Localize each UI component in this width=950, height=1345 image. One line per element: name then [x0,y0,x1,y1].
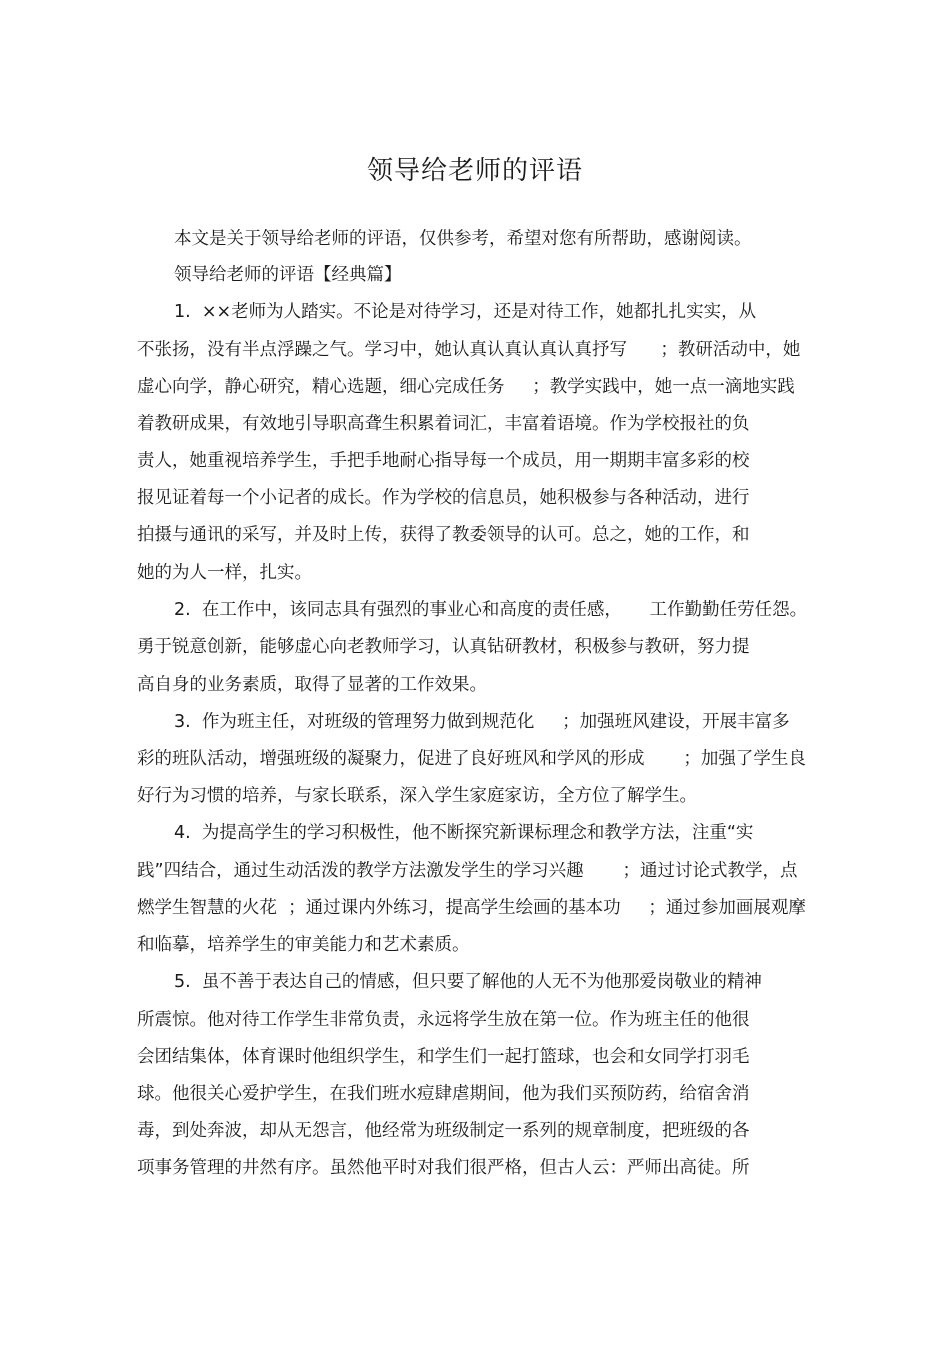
body-line: 3. 作为班主任，对班级的管理努力做到规范化 ；加强班风建设，开展丰富多 [174,712,790,732]
body-line: 高自身的业务素质，取得了显著的工作效果。 [137,675,487,695]
body-line: 虚心向学，静心研究，精心选题，细心完成任务 ；教学实践中，她一点一滴地实践 [137,377,795,397]
body-line: 好行为习惯的培养，与家长联系，深入学生家庭家访，全方位了解学生。 [137,786,697,806]
body-line: 和临摹，培养学生的审美能力和艺术素质。 [137,935,470,955]
intro-text: 本文是关于领导给老师的评语，仅供参考，希望对您有所帮助，感谢阅读。 [174,229,752,249]
body-line: 着教研成果，有效地引导职高聋生积累着词汇，丰富着语境。作为学校报社的负 [137,414,750,434]
document-title: 领导给老师的评语 [366,156,583,186]
body-line: 彩的班队活动，增强班级的凝聚力，促进了良好班风和学风的形成 ；加强了学生良 [137,749,806,769]
body-line: 所震惊。他对待工作学生非常负责，永远将学生放在第一位。作为班主任的他很 [137,1010,750,1030]
body-line: 1. ××老师为人踏实。不论是对待学习，还是对待工作，她都扎扎实实，从 [174,302,757,322]
body-line: 践”四结合，通过生动活泼的教学方法激发学生的学习兴趣 ；通过讨论式教学，点 [137,861,798,881]
body-line: 毒，到处奔波，却从无怨言，他经常为班级制定一系列的规章制度，把班级的各 [137,1121,750,1141]
body-line: 5. 虽不善于表达自己的情感，但只要了解他的人无不为他那爱岗敬业的精神 [174,972,762,992]
body-line: 责人，她重视培养学生，手把手地耐心指导每一个成员，用一期期丰富多彩的校 [137,451,750,471]
body-line: 她的为人一样，扎实。 [137,563,312,583]
body-line: 会团结集体，体育课时他组织学生，和学生们一起打篮球，也会和女同学打羽毛 [137,1047,750,1067]
body-line: 2. 在工作中，该同志具有强烈的事业心和高度的责任感， 工作勤勤任劳任怨。 [174,600,808,620]
body-line: 项事务管理的井然有序。虽然他平时对我们很严格，但古人云：严师出高徒。所 [137,1158,750,1178]
body-line: 拍摄与通讯的采写，并及时上传，获得了教委领导的认可。总之，她的工作，和 [137,525,750,545]
body-line: 球。他很关心爱护学生，在我们班水痘肆虐期间，他为我们买预防药，给宿舍消 [137,1084,750,1104]
body-line: 不张扬，没有半点浮躁之气。学习中，她认真认真认真认真抒写 ；教研活动中，她 [137,340,801,360]
body-line: 报见证着每一个小记者的成长。作为学校的信息员，她积极参与各种活动，进行 [137,488,750,508]
body-line: 勇于锐意创新，能够虚心向老教师学习，认真钻研教材，积极参与教研，努力提 [137,637,750,657]
body-line: 4. 为提高学生的学习积极性，他不断探究新课标理念和教学方法，注重“实 [174,823,754,843]
body-line: 燃学生智慧的火花 ；通过课内外练习，提高学生绘画的基本功 ；通过参加画展观摩 [137,898,806,918]
section-heading: 领导给老师的评语【经典篇】 [174,265,402,285]
